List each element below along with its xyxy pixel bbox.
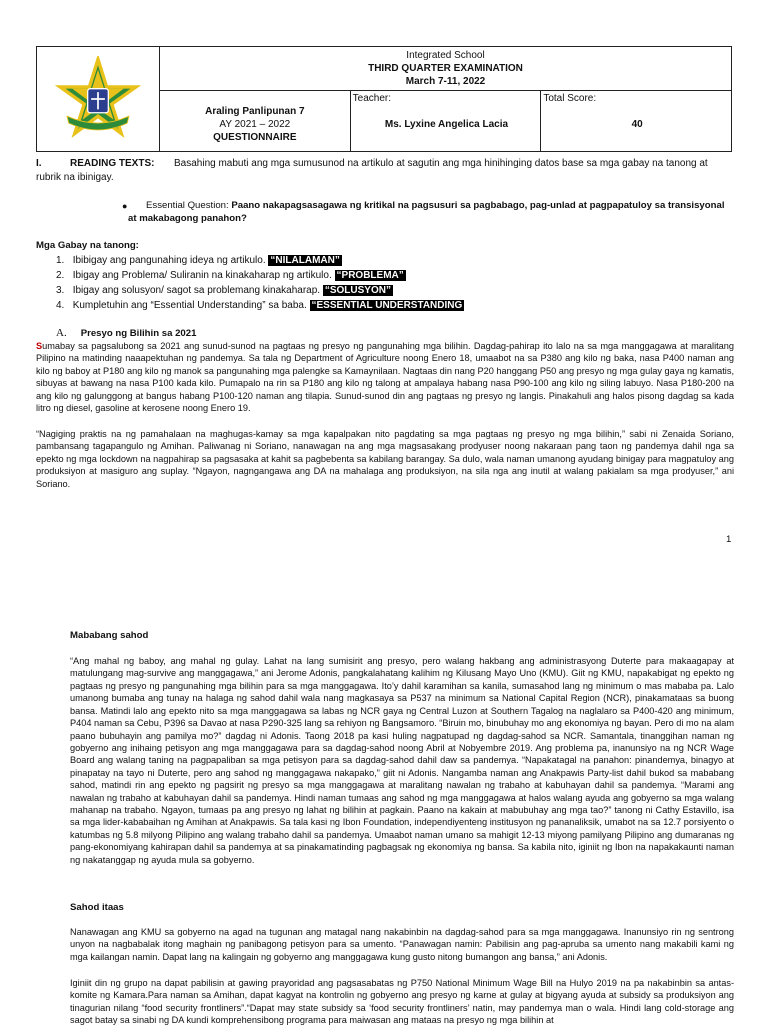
guide-item-number: 3.: [56, 285, 65, 296]
score-cell: [541, 91, 732, 152]
exam-date: March 7-11, 2022: [405, 75, 486, 87]
score-label: Total Score:: [543, 93, 597, 104]
article-a-paragraph-1-text: Sumabay sa pagsalubong sa 2021 ang sunud-sunod na pagtaas ng presyo ng pangunahing mga bilihin. Dagdag-pahirap ito lalo na sa mga manggagawa at maralitang Pilipino na matinding naaapektuhan ng pandemya. Sa tala ng Department of Agriculture noong Enero 18, umaabot na sa P380 ang kilo ng baka, nasa P400 naman ang kilo ng baboy at P180 ang kilo ng manok sa pangunahing mga palengke sa Kamaynilaan. Nagtaas din nang P20 hanggang P50 ang presyo ng mga gulay gaya ng kamatis, sibuyas at bawang na nasa P100 kada kilo. Pumapalo na rin sa P180 ang kilo ng talong at ampalaya habang nasa P90-100 ang kilo ng siling labuyo. Nasa P180-200 na ang kilo ng galunggong at bangus habang P100-120 naman ang tilapia. Sunud-sunod din ang pagtaas ng presyo ng langis. Pinakahuli ang halos pisong dagdag sa kada litro ng diesel, gasoline at kerosene noong Enero 19.: [36, 341, 734, 414]
guide-item-tag: “ESSENTIAL UNDERSTANDING: [311, 300, 463, 311]
article-title: Presyo ng Bilihin sa 2021: [80, 328, 197, 339]
guide-item-text: Kumpletuhin ang “Essential Understanding” sa baba.: [72, 300, 307, 311]
guide-questions-title: Mga Gabay na tanong:: [36, 240, 139, 251]
guide-questions-list: [56, 253, 464, 313]
essential-question-text: Paano nakapagsasagawa ng kritikal na pagsusuri sa pagbabago, pag-unlad at pagpapatuloy sa transisyonal at makabagong panahon?: [128, 200, 725, 224]
article-a-paragraph-1: [36, 340, 734, 415]
section-mababang-sahod-title: Mababang sahod: [70, 630, 149, 641]
guide-item: [56, 268, 464, 283]
page-number: 1: [726, 534, 732, 545]
score-value: 40: [631, 118, 643, 130]
guide-item: [56, 253, 464, 268]
bullet-icon: ●: [122, 201, 128, 211]
article-a-paragraph-2: “Nagiging praktis na ng pamahalaan na maghugas-kamay sa mga kapalpakan nito pagdating sa mga pagtaas ng presyo ng mga bilihin,” sabi ni Zenaida Soriano, pambansang tagapangulo ng Amihan. Paliwanag ni Soriano, nanawagan na ang mga magsasakang prodyuser noong nakaraan pang taon ng pandemya dahil nga sa epekto ng mga lockdown na nagpahirap sa pagsasaka at kahit sa pagbebenta sa kabilang barangay. Sa dulo, wala naman umanong ayudang binigay para magpatuloy ang produksiyon at masiguro ang suplay. “Ngayon, nagngangawa ang DA na mahalaga ang produksiyon, na sila nga ang inutil at walang pakialam sa mga prodyuser,” ani Soriano.: [36, 429, 734, 489]
school-logo-icon: [55, 56, 141, 142]
section-sahod-itaas-paragraph-1: Nanawagan ang KMU sa gobyerno na agad na tugunan ang matagal nang nakabinbin na dagdag-sahod para sa mga manggagawa. Inanunsiyo rin ng sentrong unyon na nagbabalak itong maghain ng panibagong petisyon para sa umento. “Panawagan namin: Pabilisin ang pag-apruba sa umento nang makabili kami ng mga kailangan namin. Dapat lang na kalingain ng gobyerno ang manggagawa kung gusto nitong bumangon ang bansa,” ani Adonis.: [70, 927, 734, 962]
section-label: READING TEXTS:: [70, 158, 155, 169]
guide-item-number: 4.: [56, 300, 65, 311]
guide-item-text: Ibigay ang Problema/ Suliranin na kinakaharap ng artikulo.: [72, 270, 332, 281]
essential-question: [122, 200, 734, 226]
guide-item-number: 1.: [56, 255, 65, 266]
article-letter: A.: [56, 327, 67, 339]
section-number: I.: [36, 158, 42, 169]
guide-item-tag: “SOLUSYON”: [324, 285, 391, 296]
guide-item: [56, 283, 464, 298]
logo-cell: [37, 47, 160, 152]
school-name: Integrated School: [406, 50, 485, 61]
section-sahod-itaas-title: Sahod itaas: [70, 902, 124, 913]
reading-instruction-text: Basahing mabuti ang mga sumusunod na artikulo at sagutin ang mga hinihinging datos base sa mga gabay na tanong at rubrik na ibinigay.: [36, 158, 708, 183]
teacher-cell: [350, 91, 541, 152]
guide-item-text: Ibibigay ang pangunahing ideya ng artikulo.: [72, 255, 266, 266]
academic-year: AY 2021 – 2022: [219, 119, 291, 130]
red-initial-letter: S: [36, 341, 43, 351]
guide-item: [56, 298, 464, 313]
subject-cell: [160, 91, 351, 152]
guide-item-tag: “NILALAMAN”: [270, 255, 340, 266]
guide-item-tag: “PROBLEMA”: [336, 270, 404, 281]
teacher-label: Teacher:: [352, 93, 392, 104]
guide-item-text: Ibigay ang solusyon/ sagot sa problemang kinakaharap.: [72, 285, 321, 296]
subject-name: Araling Panlipunan 7: [205, 106, 305, 117]
exam-header-table: [36, 46, 732, 152]
exam-title: THIRD QUARTER EXAMINATION: [368, 62, 523, 74]
essential-question-label: Essential Question:: [146, 200, 232, 211]
article-a-heading: [56, 326, 196, 341]
exam-title-cell: [160, 47, 732, 91]
guide-item-number: 2.: [56, 270, 65, 281]
reading-texts-instruction: [36, 157, 734, 184]
section-sahod-itaas-paragraph-2: Iginiit din ng grupo na dapat pabilisin at gawing prayoridad ang pagsasabatas ng P750 National Minimum Wage Bill na Hulyo 2019 na pa nakabinbin sa antas-komite ng Kamara.Para naman sa Amihan, dapat kagyat na kontrolin ng gobyerno ang presyo ng karne at gulay at bigyang ayuda at subsidy sa produksiyon ang tinagurian nilang “food security frontliners”.“Dapat may state subsidy sa ‘food security frontliners’ natin, may pandemya man o wala. Hindi lang cold-storage ang sagot batay sa sinabi ng DA kundi komprehensibong programa para maiwasan ang mataas na presyo ng mga bilihin at: [70, 978, 734, 1026]
teacher-name: Ms. Lyxine Angelica Lacia: [384, 118, 509, 130]
section-mababang-sahod-paragraph: “Ang mahal ng baboy, ang mahal ng gulay. Lahat na lang sumisirit ang presyo, pero walang hakbang ang administrasyong Duterte para makaagapay at matulungang mag-survive ang manggagawa,” ani Jerome Adonis, pangkalahatang kalihim ng Kilusang Mayo Uno (KMU). Giit ng KMU, napakabigat ng epekto ng pagtaas ng presyo ng pangunahing mga bilihin para sa mga manggagawa. Ito’y dahil karamihan sa kanila, sumasahod lang ng minimum o mas mababa pa. Lalo umanong bumaba ang tunay na halaga ng sahod dahil wala nang magkasaya sa P537 na minimum sa National Capital Region (NCR), pinakamataas sa buong bansa. Matindi lalo ang epekto nito sa mga manggagawa sa labas ng NCR gaya ng Central Luzon at Southern Tagalog na naglalaro sa P400-420 ang minimum, P404 naman sa Cebu, P396 sa Davao at nasa P290-325 lang sa rehiyon ng Bangsamoro. “Biruin mo, binubuhay mo ang ekonomiya ng bayan. Pero di mo na alam paano bubuhayin ang pamilya mo?” dagdag ni Adonis. Taong 2018 pa kasi huling nagpatupad ng dagdag-sahod sa NCR. Samantala, tinanggihan naman ng gobyerno ang inihaing petisyon ang mga manggagawa para sa dagdag-sahod noong Abril at Nobyembre 2019. Ang problema pa, inanunsiyo na ng NCR Wage Board ang walang taning na pagpapaliban sa mga petisyon para sa dagdag-sahod dahil daw sa pandemya. “Napakatagal na panahon: pinandemya, binagyo at pinapatay na tayo ni Duterte, pero ang sahod ng manggagawa nakapako,” giit ni Adonis. Nangamba naman ang Anakpawis Party-list dahil bukod sa mababang sahod, matindi rin ang epekto ng pagsirit ng presyo sa mga manggagawa at maralitang nawalan ng trabaho at kabuhayan dahil sa pandemya. “Marami ang nawalan ng trabaho at kabuhayan dahil sa pandemya. Hindi naman tumaas ang sahod ng mga manggagawa at halos walang ayuda ang gobyerno sa mga walang mahanap na trabaho. Ngayon, tumaas pa ang presyo ng lahat ng bilihin at pagkain. Paano na kakain at mabubuhay ang mga tao?” tanong ni Cathy Estavillo, isa sa mga lider-kababaihan ng Amihan at Anakpawis. Sa tala kasi ng Ibon Foundation, independiyenteng institusyon ng pananaliksik, umabot na sa 12.7 porsiyento o katumbas ng 5.8 milyong Pilipino ang walang trabaho dahil sa pandemya. Umaabot naman umano sa mahigit 12-13 miyong pamilyang Pilipino ang dumaranas ng pang-ekonomiyang kahirapan dahil sa pandemya at sa pinakamatinding pagbagsak ng ekonomiya ng bansa. Sa kabila nito, iginiit ng Ibon na napakakaunti naman ng nakatanggap ng ayuda mula sa gobyerno.: [70, 656, 734, 865]
document-type: QUESTIONNAIRE: [213, 132, 297, 143]
